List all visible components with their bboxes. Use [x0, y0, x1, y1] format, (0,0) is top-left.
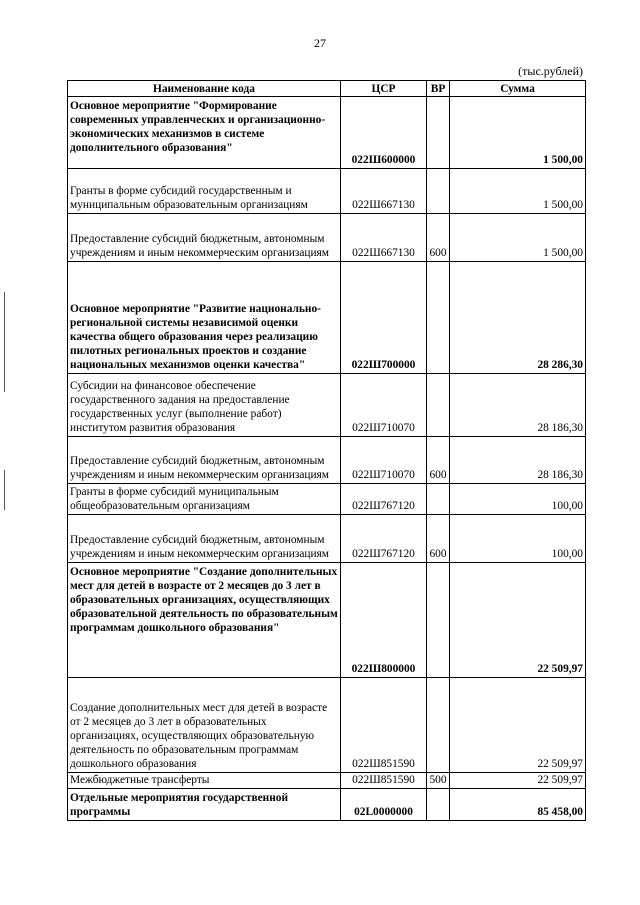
row-sum: 1 500,00	[450, 97, 586, 169]
page-number: 27	[314, 36, 326, 50]
row-vr	[427, 484, 450, 515]
table-row	[68, 789, 586, 821]
row-name: Основное мероприятие "Развитие национально-региональной системы независимой оценки качества общего образования через реализацию пилотных региональных проектов и создание национальных механизмов оценки качества"	[68, 262, 341, 374]
row-csr: 022Ш710070	[341, 437, 427, 484]
row-csr: 02L0000000	[341, 789, 427, 821]
row-vr: 600	[427, 515, 450, 563]
row-csr: 022Ш667130	[341, 169, 427, 214]
row-name: Отдельные мероприятия государственной программы	[68, 789, 341, 821]
header-vr: ВР	[427, 81, 450, 97]
row-vr	[427, 374, 450, 437]
row-name: Субсидии на финансовое обеспечение государственного задания на предоставление государственных услуг (выполнение работ) институтом развития образования	[68, 374, 341, 437]
row-vr	[427, 97, 450, 169]
row-sum: 28 286,30	[450, 262, 586, 374]
table-row	[68, 515, 586, 563]
row-vr: 600	[427, 437, 450, 484]
row-csr: 022Ш851590	[341, 773, 427, 789]
row-vr	[427, 678, 450, 773]
row-sum: 22 509,97	[450, 773, 586, 789]
row-sum: 28 186,30	[450, 374, 586, 437]
budget-table	[67, 80, 586, 821]
row-name: Гранты в форме субсидий муниципальным общеобразовательным организациям	[68, 484, 341, 515]
header-sum: Сумма	[450, 81, 586, 97]
row-name: Предоставление субсидий бюджетным, автономным учреждениям и иным некоммерческим организациям	[68, 437, 341, 484]
table-row	[68, 169, 586, 214]
row-sum: 100,00	[450, 484, 586, 515]
row-name: Основное мероприятие "Создание дополнительных мест для детей в возрасте от 2 месяцев до 3 лет в образовательных организациях, осуществляющих образовательной деятельность по образовательным программам дошкольного образования"	[68, 563, 341, 678]
scan-edge-mark	[4, 470, 5, 510]
row-name: Предоставление субсидий бюджетным, автономным учреждениям и иным некоммерческим организациям	[68, 214, 341, 262]
units-label: (тыс.рублей)	[518, 64, 583, 78]
row-sum: 22 509,97	[450, 678, 586, 773]
table-header-row	[68, 81, 586, 97]
row-csr: 022Ш700000	[341, 262, 427, 374]
row-name: Создание дополнительных мест для детей в возрасте от 2 месяцев до 3 лет в образовательных организациях, осуществляющих образовательную деятельность по образовательным программам дошкольного образования	[68, 678, 341, 773]
table-row	[68, 773, 586, 789]
header-csr: ЦСР	[341, 81, 427, 97]
row-name: Межбюджетные трансферты	[68, 773, 341, 789]
row-vr	[427, 563, 450, 678]
table-row	[68, 97, 586, 169]
table-row	[68, 262, 586, 374]
row-name: Гранты в форме субсидий государственным и муниципальным образовательным организациям	[68, 169, 341, 214]
table-row	[68, 563, 586, 678]
row-csr: 022Ш767120	[341, 515, 427, 563]
row-sum: 1 500,00	[450, 169, 586, 214]
row-csr: 022Ш600000	[341, 97, 427, 169]
row-csr: 022Ш851590	[341, 678, 427, 773]
table-row	[68, 374, 586, 437]
row-vr: 600	[427, 214, 450, 262]
row-vr	[427, 169, 450, 214]
header-name: Наименование кода	[68, 81, 341, 97]
row-vr	[427, 262, 450, 374]
scan-edge-mark	[4, 292, 5, 392]
row-vr	[427, 789, 450, 821]
table-row	[68, 678, 586, 773]
row-sum: 22 509,97	[450, 563, 586, 678]
row-name: Предоставление субсидий бюджетным, автономным учреждениям и иным некоммерческим организациям	[68, 515, 341, 563]
row-name: Основное мероприятие "Формирование современных управленческих и организационно-экономических механизмов в системе дополнительного образования"	[68, 97, 341, 169]
row-csr: 022Ш767120	[341, 484, 427, 515]
row-csr: 022Ш800000	[341, 563, 427, 678]
row-sum: 28 186,30	[450, 437, 586, 484]
row-csr: 022Ш710070	[341, 374, 427, 437]
table-row	[68, 484, 586, 515]
row-sum: 1 500,00	[450, 214, 586, 262]
row-vr: 500	[427, 773, 450, 789]
row-csr: 022Ш667130	[341, 214, 427, 262]
table-row	[68, 437, 586, 484]
row-sum: 100,00	[450, 515, 586, 563]
row-sum: 85 458,00	[450, 789, 586, 821]
table-row	[68, 214, 586, 262]
